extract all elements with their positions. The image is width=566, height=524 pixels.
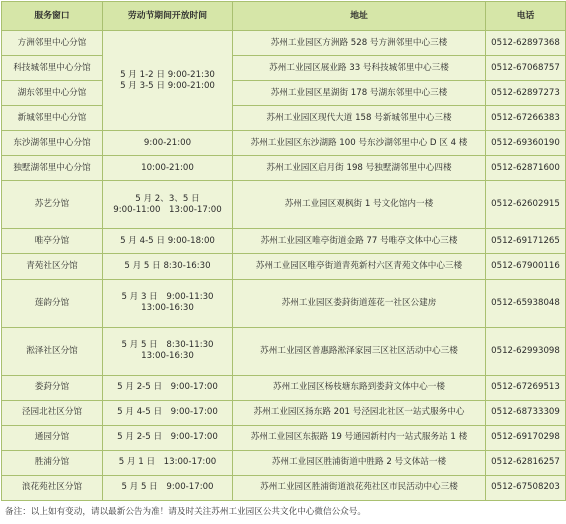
branch-phone: 0512-67266383 bbox=[486, 106, 566, 131]
table-row bbox=[2, 181, 566, 229]
opening-hours: 10:00-21:00 bbox=[103, 156, 233, 181]
branch-phone: 0512-67269513 bbox=[486, 375, 566, 400]
opening-hours: 5 月 2-5 日 9:00-17:00 bbox=[103, 375, 233, 400]
branch-name: 泾园北社区分馆 bbox=[2, 400, 103, 425]
branch-name: 科技城邻里中心分馆 bbox=[2, 56, 103, 81]
branch-phone: 0512-67508203 bbox=[486, 475, 566, 500]
opening-hours: 5 月 4-5 日 9:00-18:00 bbox=[103, 229, 233, 254]
branch-address: 苏州工业园区胜浦街道中胜路 2 号文体站一楼 bbox=[233, 450, 486, 475]
branch-phone: 0512-65938048 bbox=[486, 279, 566, 327]
table-row bbox=[2, 56, 566, 81]
branch-name: 娄葑分馆 bbox=[2, 375, 103, 400]
branch-phone: 0512-67068757 bbox=[486, 56, 566, 81]
branch-address: 苏州工业园区东振路 19 号通园新村内一站式服务站 1 楼 bbox=[233, 425, 486, 450]
branch-name: 湖东邻里中心分馆 bbox=[2, 81, 103, 106]
branch-phone: 0512-69170298 bbox=[486, 425, 566, 450]
branch-phone: 0512-62816257 bbox=[486, 450, 566, 475]
branch-name: 新城邻里中心分馆 bbox=[2, 106, 103, 131]
header-branch: 服务窗口 bbox=[2, 2, 103, 31]
branch-name: 淞泽社区分馆 bbox=[2, 327, 103, 375]
hours-line: 5 月 5 日 8:30-11:30 bbox=[121, 340, 214, 351]
branch-address: 苏州工业园区杨枝塘东路到娄葑文体中心一楼 bbox=[233, 375, 486, 400]
table-header-row bbox=[2, 2, 566, 31]
opening-hours: 5 月 5 日 8:30-16:30 bbox=[103, 254, 233, 279]
table-row bbox=[2, 327, 566, 375]
header-address: 地址 bbox=[233, 2, 486, 31]
table-row bbox=[2, 131, 566, 156]
hours-line: 9:00-11:00 13:00-17:00 bbox=[113, 204, 222, 215]
branch-phone: 0512-62871600 bbox=[486, 156, 566, 181]
table-row bbox=[2, 475, 566, 500]
table-row bbox=[2, 254, 566, 279]
branch-address: 苏州工业园区观枫街 1 号文化馆内一楼 bbox=[233, 181, 486, 229]
branch-name: 青苑社区分馆 bbox=[2, 254, 103, 279]
branch-name: 东沙湖邻里中心分馆 bbox=[2, 131, 103, 156]
hours-line: 5 月 3-5 日 9:00-21:00 bbox=[120, 80, 215, 91]
branch-phone: 0512-68733309 bbox=[486, 400, 566, 425]
branch-address: 苏州工业园区方洲路 528 号方洲邻里中心三楼 bbox=[233, 31, 486, 56]
branch-name: 唯亭分馆 bbox=[2, 229, 103, 254]
branch-address: 苏州工业园区启月街 198 号独墅湖邻里中心四楼 bbox=[233, 156, 486, 181]
branch-name: 通园分馆 bbox=[2, 425, 103, 450]
table-row bbox=[2, 156, 566, 181]
hours-line: 13:00-16:30 bbox=[141, 351, 194, 362]
opening-hours: 9:00-21:00 bbox=[103, 131, 233, 156]
table-row bbox=[2, 425, 566, 450]
branch-phone: 0512-62602915 bbox=[486, 181, 566, 229]
opening-hours bbox=[103, 181, 233, 229]
table-row bbox=[2, 31, 566, 56]
branch-address: 苏州工业园区娄葑街道莲花一社区公建房 bbox=[233, 279, 486, 327]
table-row bbox=[2, 450, 566, 475]
opening-hours bbox=[103, 31, 233, 131]
branch-address: 苏州工业园区胜浦街道浪花苑社区市民活动中心三楼 bbox=[233, 475, 486, 500]
table-row bbox=[2, 229, 566, 254]
hours-line: 13:00-16:30 bbox=[141, 303, 194, 314]
branch-address: 苏州工业园区展业路 33 号科技城邻里中心三楼 bbox=[233, 56, 486, 81]
opening-hours bbox=[103, 279, 233, 327]
branch-address: 苏州工业园区唯亭街道青苑新村六区青苑文体中心三楼 bbox=[233, 254, 486, 279]
opening-hours-table bbox=[1, 1, 566, 501]
branch-name: 浪花苑社区分馆 bbox=[2, 475, 103, 500]
branch-address: 苏州工业园区普惠路淞泽家园三区社区活动中心三楼 bbox=[233, 327, 486, 375]
table-row bbox=[2, 81, 566, 106]
table-row bbox=[2, 279, 566, 327]
table-row bbox=[2, 106, 566, 131]
branch-name: 莲韵分馆 bbox=[2, 279, 103, 327]
branch-phone: 0512-69360190 bbox=[486, 131, 566, 156]
hours-line: 5 月 3 日 9:00-11:30 bbox=[121, 292, 214, 303]
branch-name: 方洲邻里中心分馆 bbox=[2, 31, 103, 56]
opening-hours: 5 月 1 日 13:00-17:00 bbox=[103, 450, 233, 475]
branch-address: 苏州工业园区星湖街 178 号湖东邻里中心三楼 bbox=[233, 81, 486, 106]
branch-name: 胜浦分馆 bbox=[2, 450, 103, 475]
branch-address: 苏州工业园区扬东路 201 号泾园北社区一站式服务中心 bbox=[233, 400, 486, 425]
footnote: 备注：以上如有变动，请以最新公告为准！请及时关注苏州工业园区公共文化中心微信公众号。 bbox=[5, 507, 366, 517]
branch-name: 苏艺分馆 bbox=[2, 181, 103, 229]
branch-phone: 0512-62897368 bbox=[486, 31, 566, 56]
header-hours: 劳动节期间开放时间 bbox=[103, 2, 233, 31]
branch-address: 苏州工业园区唯亭街道金路 77 号唯亭文体中心三楼 bbox=[233, 229, 486, 254]
branch-address: 苏州工业园区现代大道 158 号新城邻里中心三楼 bbox=[233, 106, 486, 131]
branch-name: 独墅湖邻里中心分馆 bbox=[2, 156, 103, 181]
hours-line: 5 月 1-2 日 9:00-21:30 bbox=[120, 69, 215, 80]
branch-phone: 0512-69171265 bbox=[486, 229, 566, 254]
branch-address: 苏州工业园区东沙湖路 100 号东沙湖邻里中心 D 区 4 楼 bbox=[233, 131, 486, 156]
opening-hours: 5 月 5 日 9:00-17:00 bbox=[103, 475, 233, 500]
opening-hours: 5 月 2-5 日 9:00-17:00 bbox=[103, 425, 233, 450]
opening-hours bbox=[103, 327, 233, 375]
branch-phone: 0512-67900116 bbox=[486, 254, 566, 279]
branch-phone: 0512-62897273 bbox=[486, 81, 566, 106]
hours-line: 5 月 2、3、5 日 bbox=[135, 193, 200, 204]
opening-hours: 5 月 4-5 日 9:00-17:00 bbox=[103, 400, 233, 425]
table-row bbox=[2, 400, 566, 425]
table-row bbox=[2, 375, 566, 400]
branch-phone: 0512-62993098 bbox=[486, 327, 566, 375]
header-phone: 电话 bbox=[486, 2, 566, 31]
